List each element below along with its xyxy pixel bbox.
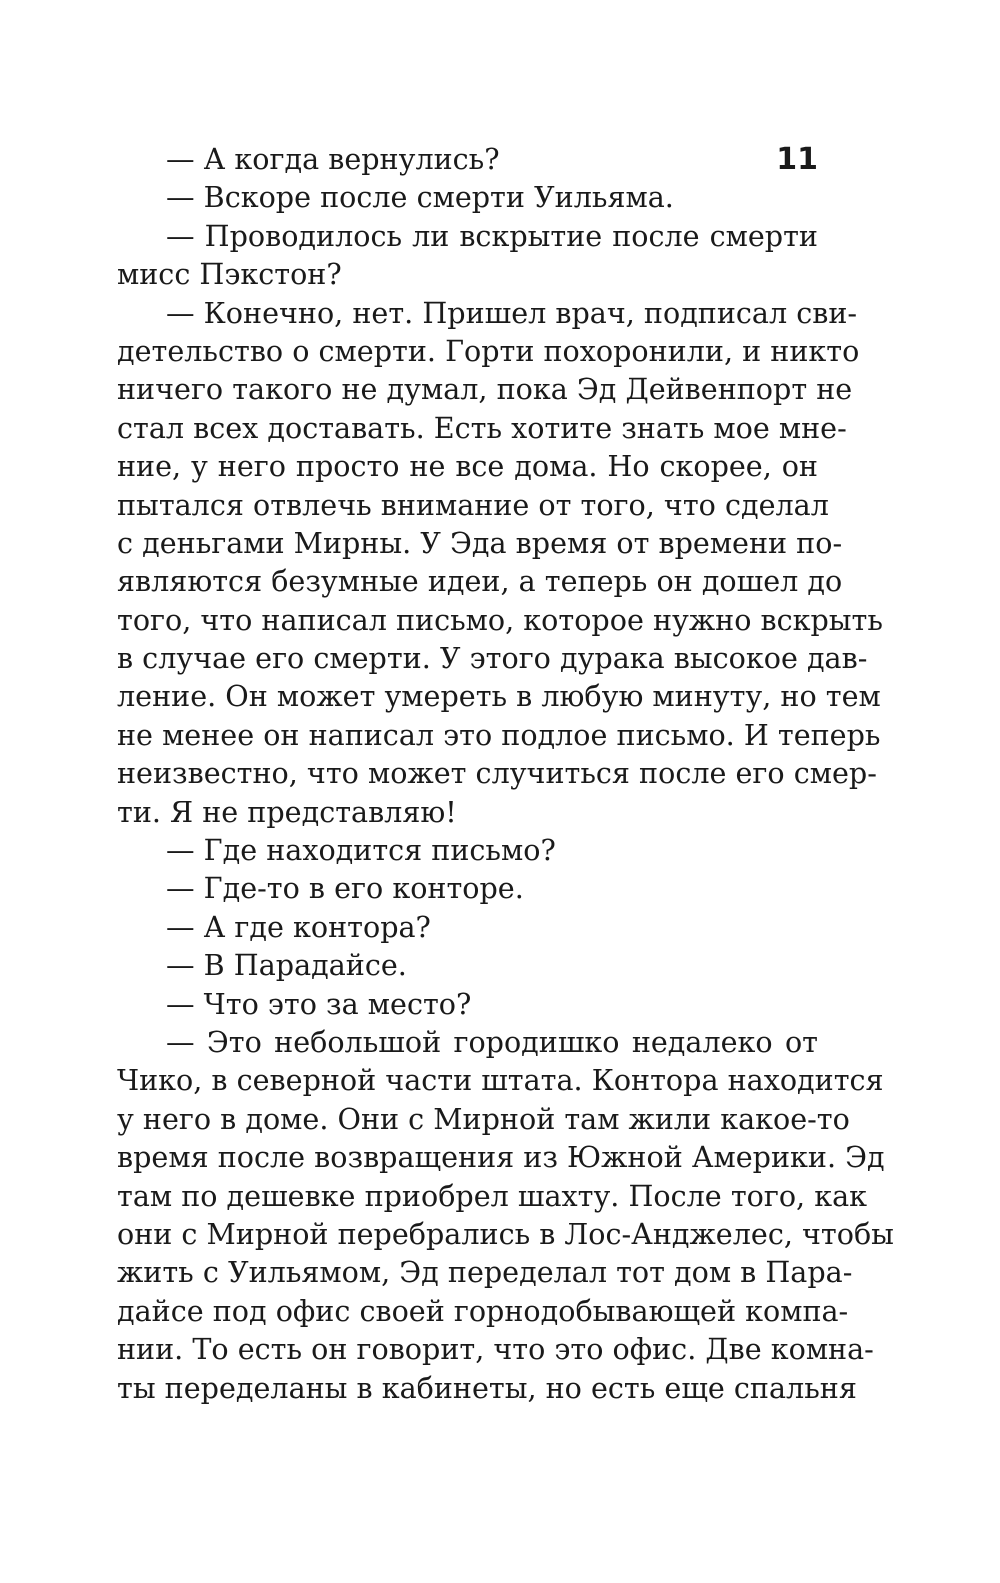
- paragraph-start-line: — Это небольшой городишко недалеко от: [166, 1024, 818, 1059]
- text-line: время после возвращения из Южной Америки. Эд: [117, 1140, 885, 1175]
- paragraph-start-line: — Конечно, нет. Пришел врач, подписал сви-: [166, 295, 858, 330]
- text-line: в случае его смерти. У этого дурака высокое дав-: [117, 641, 868, 676]
- text-line: дайсе под офис своей горнодобывающей компа-: [117, 1293, 849, 1328]
- text-line: ты переделаны в кабинеты, но есть еще спальня: [117, 1370, 857, 1405]
- text-line: с деньгами Мирны. У Эда время от времени по-: [117, 525, 843, 560]
- text-line: детельство о смерти. Горти похоронили, и никто: [117, 333, 860, 368]
- text-line: пытался отвлечь внимание от того, что сделал: [117, 487, 829, 522]
- paragraph-start-line: — А когда вернулись?: [166, 142, 500, 176]
- text-line: стал всех доставать. Есть хотите знать мое мне-: [117, 410, 847, 445]
- text-line: у него в доме. Они с Мирной там жили какое-то: [117, 1101, 850, 1136]
- text-line: мисс Пэкстон?: [117, 257, 342, 292]
- text-line: там по дешевке приобрел шахту. После того, как: [117, 1178, 868, 1213]
- text-line: жить с Уильямом, Эд переделал тот дом в Пара-: [117, 1255, 853, 1290]
- text-line: ние, у него просто не все дома. Но скорее, он: [117, 449, 818, 484]
- text-line: неизвестно, что может случиться после его смер-: [117, 756, 877, 791]
- paragraph-start-line: — Проводилось ли вскрытие после смерти: [166, 218, 818, 253]
- paragraph-start-line: — Где-то в его конторе.: [166, 871, 524, 906]
- paragraph-start-line: — Где находится письмо?: [166, 833, 556, 868]
- text-line: ти. Я не представляю!: [117, 794, 457, 829]
- body-text: [117, 140, 894, 1407]
- paragraph-start-line: — В Парадайсе.: [166, 948, 407, 983]
- text-line: нии. То есть он говорит, что это офис. Две комна-: [117, 1332, 874, 1367]
- text-line: являются безумные идеи, а теперь он дошел до: [117, 564, 843, 599]
- text-line: ление. Он может умереть в любую минуту, но тем: [117, 679, 881, 714]
- text-line: они с Мирной перебрались в Лос-Анджелес, чтобы: [117, 1216, 894, 1251]
- text-line: того, что написал письмо, которое нужно вскрыть: [117, 602, 883, 637]
- paragraph-start-line: — Что это за место?: [166, 986, 472, 1021]
- text-line: не менее он написал это подлое письмо. И теперь: [117, 717, 881, 752]
- paragraph-start-line: — А где контора?: [166, 909, 431, 944]
- text-line: ничего такого не думал, пока Эд Дейвенпорт не: [117, 372, 853, 407]
- text-line: Чико, в северной части штата. Контора находится: [117, 1063, 884, 1098]
- paragraph-start-line: — Вскоре после смерти Уильяма.: [166, 180, 674, 215]
- page-number: 11: [776, 142, 818, 177]
